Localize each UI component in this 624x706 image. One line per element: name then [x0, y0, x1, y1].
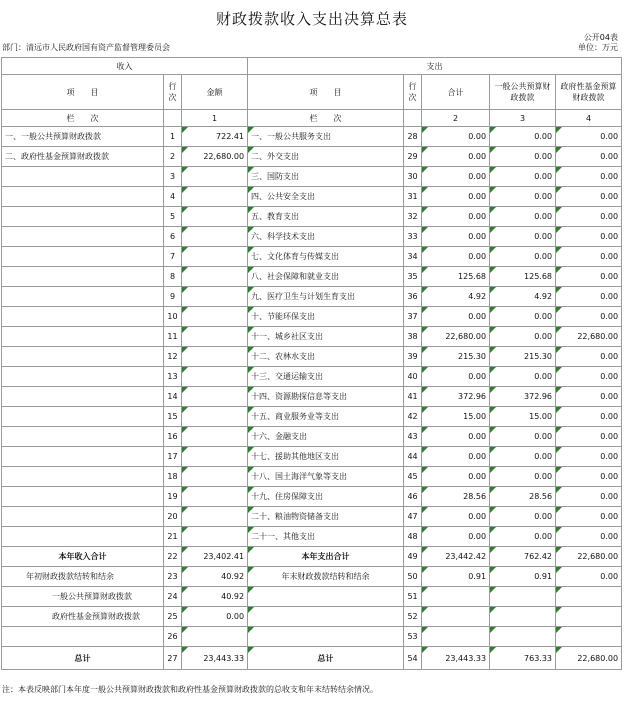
expense-total-cell: 0.00	[422, 427, 490, 447]
expense-item-cell: 十四、资源勘探信息等支出	[248, 387, 404, 407]
income-amount-cell: 23,443.33	[182, 647, 248, 670]
income-line-no-cell: 14	[164, 387, 182, 407]
income-line-no-cell: 3	[164, 167, 182, 187]
expense-item-cell: 十、节能环保支出	[248, 307, 404, 327]
table-row	[2, 187, 622, 207]
expense-total-cell: 0.00	[422, 507, 490, 527]
gov-fund-cell: 0.00	[556, 487, 622, 507]
income-item-cell	[2, 267, 164, 287]
expense-total-cell: 0.00	[422, 207, 490, 227]
general-budget-cell: 0.00	[490, 167, 556, 187]
table-row	[2, 267, 622, 287]
general-budget-cell	[490, 627, 556, 647]
table-row	[2, 627, 622, 647]
gov-fund-cell: 0.00	[556, 527, 622, 547]
income-section-header: 收入	[2, 58, 248, 75]
income-item-cell	[2, 447, 164, 467]
footnote: 注：本表反映部门本年度一般公共预算财政拨款和政府性基金预算财政拨款的总收支和年末结转结余情况。	[2, 685, 378, 694]
expense-total-cell: 0.00	[422, 127, 490, 147]
income-amount-cell	[182, 627, 248, 647]
income-amount-cell	[182, 167, 248, 187]
gov-fund-cell: 0.00	[556, 507, 622, 527]
income-line-no-cell: 9	[164, 287, 182, 307]
gov-fund-cell: 0.00	[556, 207, 622, 227]
income-item-cell	[2, 287, 164, 307]
income-amount-cell: 722.41	[182, 127, 248, 147]
expense-line-no-cell: 52	[404, 607, 422, 627]
income-item-cell	[2, 307, 164, 327]
income-amount-cell	[182, 447, 248, 467]
expense-total-cell: 0.91	[422, 567, 490, 587]
expense-item-cell: 十五、商业服务业等支出	[248, 407, 404, 427]
income-amount-cell	[182, 407, 248, 427]
income-line-no-cell: 22	[164, 547, 182, 567]
gov-fund-cell: 0.00	[556, 407, 622, 427]
general-budget-cell: 0.00	[490, 187, 556, 207]
general-budget-cell: 0.00	[490, 127, 556, 147]
income-line-no-cell: 13	[164, 367, 182, 387]
table-row	[2, 547, 622, 567]
expense-total-cell: 23,442.42	[422, 547, 490, 567]
table-row	[2, 307, 622, 327]
income-line-no-cell: 15	[164, 407, 182, 427]
table-row	[2, 407, 622, 427]
col-num-3: 3	[490, 110, 556, 127]
expense-total-cell: 15.00	[422, 407, 490, 427]
expense-total-cell: 372.96	[422, 387, 490, 407]
gov-fund-cell: 0.00	[556, 287, 622, 307]
income-line-no-cell: 19	[164, 487, 182, 507]
general-budget-cell	[490, 607, 556, 627]
expense-total-cell: 0.00	[422, 467, 490, 487]
expense-item-cell: 三、国防支出	[248, 167, 404, 187]
table-row	[2, 287, 622, 307]
expense-section-header: 支出	[248, 58, 622, 75]
table-row	[2, 607, 622, 627]
gov-fund-cell	[556, 587, 622, 607]
income-item-cell	[2, 167, 164, 187]
income-amount-cell	[182, 307, 248, 327]
gov-fund-cell: 0.00	[556, 347, 622, 367]
expense-total-cell: 4.92	[422, 287, 490, 307]
expense-item-cell: 十八、国土海洋气象等支出	[248, 467, 404, 487]
income-line-no-cell: 12	[164, 347, 182, 367]
gov-fund-cell: 0.00	[556, 447, 622, 467]
col-num-2: 2	[422, 110, 490, 127]
income-column-label: 栏 次	[2, 110, 164, 127]
income-line-no-cell: 2	[164, 147, 182, 167]
expense-line-no-cell: 28	[404, 127, 422, 147]
expense-line-no-cell: 49	[404, 547, 422, 567]
income-item-cell	[2, 347, 164, 367]
gov-fund-cell: 22,680.00	[556, 647, 622, 670]
expense-item-cell: 二、外交支出	[248, 147, 404, 167]
expense-line-no-cell: 30	[404, 167, 422, 187]
income-item-cell	[2, 207, 164, 227]
expense-total-cell: 0.00	[422, 447, 490, 467]
table-row	[2, 207, 622, 227]
income-item-cell	[2, 327, 164, 347]
income-amount-cell	[182, 467, 248, 487]
general-budget-cell: 215.30	[490, 347, 556, 367]
gov-fund-cell: 0.00	[556, 227, 622, 247]
gov-fund-cell: 0.00	[556, 167, 622, 187]
income-amount-cell	[182, 427, 248, 447]
income-line-no-cell: 21	[164, 527, 182, 547]
expense-line-no-cell: 43	[404, 427, 422, 447]
gov-fund-header: 政府性基金预算财政拨款	[556, 75, 622, 110]
income-item-cell	[2, 227, 164, 247]
income-line-no-cell: 6	[164, 227, 182, 247]
expense-item-cell: 十六、金融支出	[248, 427, 404, 447]
expense-line-no-cell: 50	[404, 567, 422, 587]
income-line-no-cell: 26	[164, 627, 182, 647]
income-amount-cell: 40.92	[182, 567, 248, 587]
general-budget-cell: 4.92	[490, 287, 556, 307]
table-row	[2, 647, 622, 670]
general-budget-cell: 0.00	[490, 447, 556, 467]
expense-line-no-header: 行次	[404, 75, 422, 110]
expense-item-cell: 九、医疗卫生与计划生育支出	[248, 287, 404, 307]
col-num-1: 1	[182, 110, 248, 127]
expense-line-no-cell: 40	[404, 367, 422, 387]
expense-line-no-cell: 39	[404, 347, 422, 367]
income-amount-cell	[182, 247, 248, 267]
expense-item-cell	[248, 587, 404, 607]
income-amount-cell	[182, 347, 248, 367]
general-budget-cell: 0.00	[490, 367, 556, 387]
general-budget-cell: 0.00	[490, 327, 556, 347]
general-budget-cell: 0.00	[490, 427, 556, 447]
expense-line-no-cell: 33	[404, 227, 422, 247]
expense-line-no-cell: 36	[404, 287, 422, 307]
general-budget-cell: 125.68	[490, 267, 556, 287]
table-row	[2, 487, 622, 507]
expense-total-cell: 0.00	[422, 247, 490, 267]
general-budget-cell: 0.00	[490, 227, 556, 247]
gov-fund-cell: 0.00	[556, 127, 622, 147]
income-line-no-cell: 17	[164, 447, 182, 467]
table-row	[2, 147, 622, 167]
gov-fund-cell	[556, 627, 622, 647]
income-line-no-cell: 5	[164, 207, 182, 227]
income-item-cell	[2, 367, 164, 387]
expense-line-no-cell: 48	[404, 527, 422, 547]
table-row	[2, 227, 622, 247]
expense-total-cell: 0.00	[422, 187, 490, 207]
income-item-cell: 总计	[2, 647, 164, 670]
income-amount-cell	[182, 507, 248, 527]
expense-line-no-cell: 37	[404, 307, 422, 327]
table-row	[2, 347, 622, 367]
form-code: 公开04表	[583, 33, 618, 42]
income-amount-cell: 40.92	[182, 587, 248, 607]
income-line-no-cell: 10	[164, 307, 182, 327]
general-budget-cell: 0.00	[490, 207, 556, 227]
income-amount-cell: 0.00	[182, 607, 248, 627]
expense-item-cell: 十一、城乡社区支出	[248, 327, 404, 347]
gov-fund-cell: 0.00	[556, 247, 622, 267]
income-line-no-cell: 4	[164, 187, 182, 207]
table-row	[2, 527, 622, 547]
income-line-no-cell: 16	[164, 427, 182, 447]
income-item-cell: 本年收入合计	[2, 547, 164, 567]
general-budget-cell: 0.00	[490, 247, 556, 267]
income-item-cell	[2, 247, 164, 267]
table-row	[2, 587, 622, 607]
expense-total-cell: 0.00	[422, 527, 490, 547]
general-budget-cell: 28.56	[490, 487, 556, 507]
budget-table	[1, 57, 622, 670]
expense-total-cell: 215.30	[422, 347, 490, 367]
income-item-cell: 一、一般公共预算财政拨款	[2, 127, 164, 147]
general-budget-cell: 15.00	[490, 407, 556, 427]
income-item-cell: 年初财政拨款结转和结余	[2, 567, 164, 587]
expense-line-no-cell: 38	[404, 327, 422, 347]
income-line-no-cell: 27	[164, 647, 182, 670]
income-line-no-cell: 1	[164, 127, 182, 147]
general-budget-cell: 763.33	[490, 647, 556, 670]
income-line-no-cell: 23	[164, 567, 182, 587]
income-line-no-header: 行次	[164, 75, 182, 110]
expense-item-cell: 十三、交通运输支出	[248, 367, 404, 387]
expense-line-no-cell: 41	[404, 387, 422, 407]
general-budget-cell: 0.00	[490, 467, 556, 487]
income-item-cell: 一般公共预算财政拨款	[2, 587, 164, 607]
income-item-cell	[2, 187, 164, 207]
expense-item-cell: 二十一、其他支出	[248, 527, 404, 547]
department-label: 部门：清远市人民政府国有资产监督管理委员会	[2, 43, 170, 52]
income-amount-cell	[182, 327, 248, 347]
expense-total-cell: 0.00	[422, 307, 490, 327]
income-amount-cell	[182, 187, 248, 207]
expense-total-cell	[422, 587, 490, 607]
income-line-no-cell: 24	[164, 587, 182, 607]
gov-fund-cell: 0.00	[556, 387, 622, 407]
income-amount-cell	[182, 487, 248, 507]
income-item-cell	[2, 487, 164, 507]
general-budget-cell: 0.91	[490, 567, 556, 587]
expense-total-cell: 22,680.00	[422, 327, 490, 347]
general-budget-cell: 372.96	[490, 387, 556, 407]
income-item-cell	[2, 627, 164, 647]
expense-item-cell	[248, 627, 404, 647]
income-item-cell: 二、政府性基金预算财政拨款	[2, 147, 164, 167]
income-item-cell	[2, 507, 164, 527]
income-line-no-cell: 11	[164, 327, 182, 347]
table-row	[2, 327, 622, 347]
table-row	[2, 467, 622, 487]
income-item-cell	[2, 427, 164, 447]
income-item-cell	[2, 407, 164, 427]
expense-line-no-cell: 44	[404, 447, 422, 467]
expense-line-no-cell: 42	[404, 407, 422, 427]
expense-item-cell: 二十、粮油物资储备支出	[248, 507, 404, 527]
expense-total-cell	[422, 607, 490, 627]
income-amount-cell	[182, 367, 248, 387]
gov-fund-cell	[556, 607, 622, 627]
expense-total-cell: 0.00	[422, 367, 490, 387]
expense-line-no-cell: 34	[404, 247, 422, 267]
table-row	[2, 567, 622, 587]
expense-item-cell: 十七、援助其他地区支出	[248, 447, 404, 467]
general-budget-cell	[490, 587, 556, 607]
expense-item-cell	[248, 607, 404, 627]
income-line-no-cell: 20	[164, 507, 182, 527]
expense-line-no-cell: 51	[404, 587, 422, 607]
income-line-no-cell: 18	[164, 467, 182, 487]
income-item-header: 项 目	[2, 75, 164, 110]
gov-fund-cell: 0.00	[556, 367, 622, 387]
table-row	[2, 507, 622, 527]
income-amount-header: 金额	[182, 75, 248, 110]
expense-total-cell: 125.68	[422, 267, 490, 287]
expense-line-no-cell: 47	[404, 507, 422, 527]
expense-total-cell: 0.00	[422, 167, 490, 187]
table-row	[2, 387, 622, 407]
unit-label: 单位：万元	[578, 43, 618, 52]
gov-fund-cell: 0.00	[556, 567, 622, 587]
general-budget-cell: 0.00	[490, 527, 556, 547]
table-row	[2, 127, 622, 147]
income-item-cell	[2, 527, 164, 547]
expense-total-cell: 0.00	[422, 147, 490, 167]
gov-fund-cell: 0.00	[556, 467, 622, 487]
table-row	[2, 367, 622, 387]
income-amount-cell	[182, 267, 248, 287]
page-title: 财政拨款收入支出决算总表	[215, 10, 408, 28]
income-line-no-cell: 8	[164, 267, 182, 287]
gov-fund-cell: 0.00	[556, 147, 622, 167]
expense-item-cell: 总计	[248, 647, 404, 670]
gov-fund-cell: 22,680.00	[556, 327, 622, 347]
expense-item-cell: 本年支出合计	[248, 547, 404, 567]
income-item-cell	[2, 467, 164, 487]
general-budget-header: 一般公共预算财政拨款	[490, 75, 556, 110]
expense-line-no-cell: 53	[404, 627, 422, 647]
gov-fund-cell: 0.00	[556, 187, 622, 207]
income-amount-cell	[182, 387, 248, 407]
income-amount-cell: 22,680.00	[182, 147, 248, 167]
expense-line-no-cell: 29	[404, 147, 422, 167]
expense-item-cell: 八、社会保障和就业支出	[248, 267, 404, 287]
expense-total-cell	[422, 627, 490, 647]
gov-fund-cell: 22,680.00	[556, 547, 622, 567]
table-row	[2, 447, 622, 467]
expense-column-label: 栏 次	[248, 110, 404, 127]
income-amount-cell	[182, 527, 248, 547]
gov-fund-cell: 0.00	[556, 427, 622, 447]
expense-line-no-cell: 31	[404, 187, 422, 207]
general-budget-cell: 762.42	[490, 547, 556, 567]
table-row	[2, 247, 622, 267]
general-budget-cell: 0.00	[490, 507, 556, 527]
income-amount-cell	[182, 287, 248, 307]
income-amount-cell	[182, 227, 248, 247]
general-budget-cell: 0.00	[490, 307, 556, 327]
expense-line-no-cell: 32	[404, 207, 422, 227]
expense-total-cell: 23,443.33	[422, 647, 490, 670]
income-item-cell: 政府性基金预算财政拨款	[2, 607, 164, 627]
expense-item-cell: 十九、住房保障支出	[248, 487, 404, 507]
expense-item-header: 项 目	[248, 75, 404, 110]
expense-line-no-cell: 35	[404, 267, 422, 287]
expense-line-no-cell: 54	[404, 647, 422, 670]
income-item-cell	[2, 387, 164, 407]
table-row	[2, 167, 622, 187]
expense-item-cell: 年末财政拨款结转和结余	[248, 567, 404, 587]
col-num-4: 4	[556, 110, 622, 127]
expense-item-cell: 十二、农林水支出	[248, 347, 404, 367]
expense-item-cell: 七、文化体育与传媒支出	[248, 247, 404, 267]
expense-item-cell: 五、教育支出	[248, 207, 404, 227]
gov-fund-cell: 0.00	[556, 267, 622, 287]
expense-total-cell: 0.00	[422, 227, 490, 247]
income-line-no-cell: 25	[164, 607, 182, 627]
expense-total-cell: 28.56	[422, 487, 490, 507]
expense-line-no-cell: 46	[404, 487, 422, 507]
table-row	[2, 427, 622, 447]
expense-line-no-cell: 45	[404, 467, 422, 487]
gov-fund-cell: 0.00	[556, 307, 622, 327]
expense-item-cell: 六、科学技术支出	[248, 227, 404, 247]
general-budget-cell: 0.00	[490, 147, 556, 167]
income-amount-cell	[182, 207, 248, 227]
income-amount-cell: 23,402.41	[182, 547, 248, 567]
income-line-no-cell: 7	[164, 247, 182, 267]
expense-item-cell: 四、公共安全支出	[248, 187, 404, 207]
expense-item-cell: 一、一般公共服务支出	[248, 127, 404, 147]
expense-total-header: 合计	[422, 75, 490, 110]
